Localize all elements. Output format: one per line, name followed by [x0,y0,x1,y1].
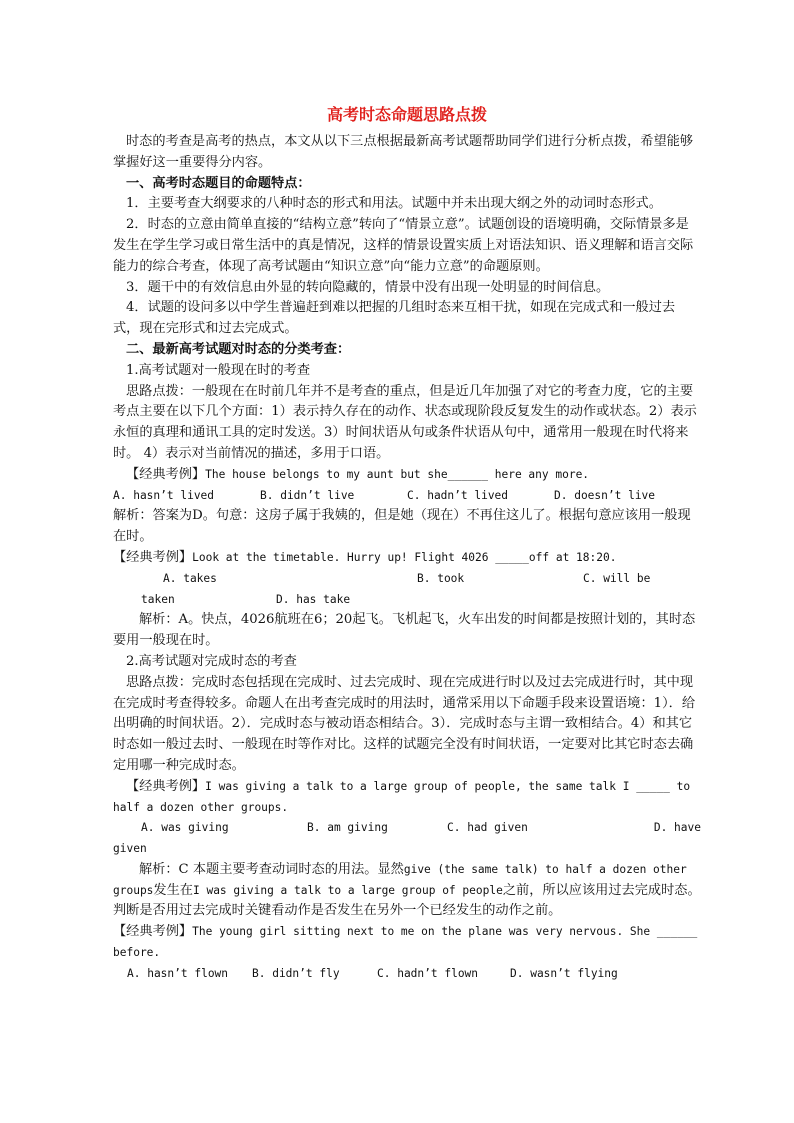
section-1-heading: 一、高考时态题目的命题特点： [126,175,311,191]
section-1-point-2: 2．时态的立意由简单直接的“结构立意”转向了“情景立意”。试题创设的语境明确，交际情景多是发生在学生学习或日常生活中的真是情况，这样的情景设置实质上对语法知识、语义理解和语言交际能力的综合考查，体现了高考试题由“知识立意”向“能力立意”的命题原则。 [113,217,694,274]
example-2-option-a: A. takes [163,571,217,585]
section-1-point-4: 4．试题的设问多以中学生普遍赶到难以把握的几组时态来互相干扰，如现在完成式和一般过去式，现在完形式和过去完成式。 [113,300,676,337]
example-1 [113,465,701,486]
example-4-option-c: C. hadn’t flown [377,966,479,980]
example-4-options [113,964,701,985]
example-3-options [113,818,701,839]
example-1-question: The house belongs to my aunt but she______ here any more. [205,467,590,481]
example-1-options [113,486,701,507]
example-3-answer [113,860,701,922]
example-1-option-c: C. hadn’t lived [407,488,509,502]
subsection-1-title: 1.高考试题对一般现在时的考查 [126,362,311,378]
example-4 [113,922,701,964]
example-2-answer: 解析：A。快点，4026航班在6；20起飞。飞机起飞，火车出发的时间都是按照计划的，其时态要用一般现在时。 [113,612,696,649]
example-3-label: 【经典考例】 [126,778,206,794]
section-1-point-1: 1．主要考查大纲要求的八种时态的形式和用法。试题中并未出现大纲之外的动词时态形式。 [126,196,662,212]
example-4-option-b: B. didn’t fly [252,966,340,980]
example-2-option-c: C. will be [583,571,651,585]
section-1-point-3: 3．题干中的有效信息由外显的转向隐藏的，情景中没有出现一处明显的时间信息。 [126,279,610,295]
example-2 [113,548,701,569]
subsection-2-tip: 思路点拨：完成时态包括现在完成时、过去完成时、现在完成进行时以及过去完成进行时，其中现在完成时考查得较多。命题人在出考查完成时的用法时，通常采用以下命题手段来设置语境：1）．给出明确的时间状语。2）．完成时态与被动语态相结合。3）．完成时态与主谓一致相结合。4）和其它时态如一般过去时、一般现在时等作对比。这样的试题完全没有时间状语，一定要对比其它时态去确定用哪一种完成时态。 [113,674,696,773]
example-3-option-d: D. have [653,821,701,835]
example-2-options [113,569,701,590]
intro-paragraph: 时态的考查是高考的热点，本文从以下三点根据最新高考试题帮助同学们进行分析点拨，希望能够掌握好这一重要得分内容。 [113,134,694,170]
example-3-answer-d: I was giving a talk to a large group of people [192,883,503,897]
example-3-answer-b: give (the same talk) to half a dozen other groups [113,862,687,897]
example-1-label: 【经典考例】 [126,466,206,482]
section-2-heading: 二、最新高考试题对时态的分类考查： [126,341,351,357]
example-3-answer-a: 解析：C 本题主要考查动词时态的用法。显然 [139,861,404,877]
example-1-option-d: D. doesn’t live [554,488,656,502]
page-title: 高考时态命题思路点拨 [326,105,487,124]
example-1-option-a: A. hasn’t lived [113,488,215,502]
example-2-question: Look at the timetable. Hurry up! Flight 4026 _____off at 18:20. [192,550,617,564]
subsection-2-title: 2.高考试题对完成时态的考查 [126,653,297,669]
subsection-1-tip: 思路点拨：一般现在在时前几年并不是考查的重点，但是近几年加强了对它的考查力度，它的主要考点主要在以下几个方面：1）表示持久存在的动作、状态或现阶段反复发生的动作或状态。2）表示永恒的真理和通讯工具的定时发送。3）时间状语从句或条件状语从句中，通常用一般现在时代将来时。 4）表示对当前情况的描述，多用于口语。 [113,383,697,461]
example-4-label: 【经典考例】 [113,924,193,940]
example-4-option-a: A. hasn’t flown [127,966,229,980]
document-page [113,104,701,985]
example-4-option-d: D. wasn’t flying [510,966,618,980]
example-3-question: I was giving a talk to a large group of people, the same talk I _____ to half a dozen other groups. [113,779,691,814]
example-3-option-a: A. was giving [141,821,229,835]
example-2-option-b: B. took [417,571,465,585]
example-2-options-cont [113,590,701,611]
example-3-option-d-cont: given [113,842,147,856]
example-2-option-c-cont: taken [141,592,175,606]
example-4-question: The young girl sitting next to me on the plane was very nervous. She ______ before. [113,925,698,960]
example-1-option-b: B. didn’t live [260,488,355,502]
example-3 [113,777,701,819]
example-2-option-d: D. has take [276,592,351,606]
example-3-option-b: B. am giving [307,821,388,835]
example-3-option-c: C. had given [447,821,528,835]
example-3-answer-e: 之前，所以应该用过去完成时态。判断是否用过去完成时关键看动作是否发生在另外一个已经发生的动作之前。 [113,882,701,919]
example-2-label: 【经典考例】 [113,549,193,565]
example-1-answer: 解析：答案为D。句意：这房子属于我姨的，但是她（现在）不再住这儿了。根据句意应该用一般现在时。 [113,508,691,545]
example-3-answer-c: 发生在 [153,882,193,898]
